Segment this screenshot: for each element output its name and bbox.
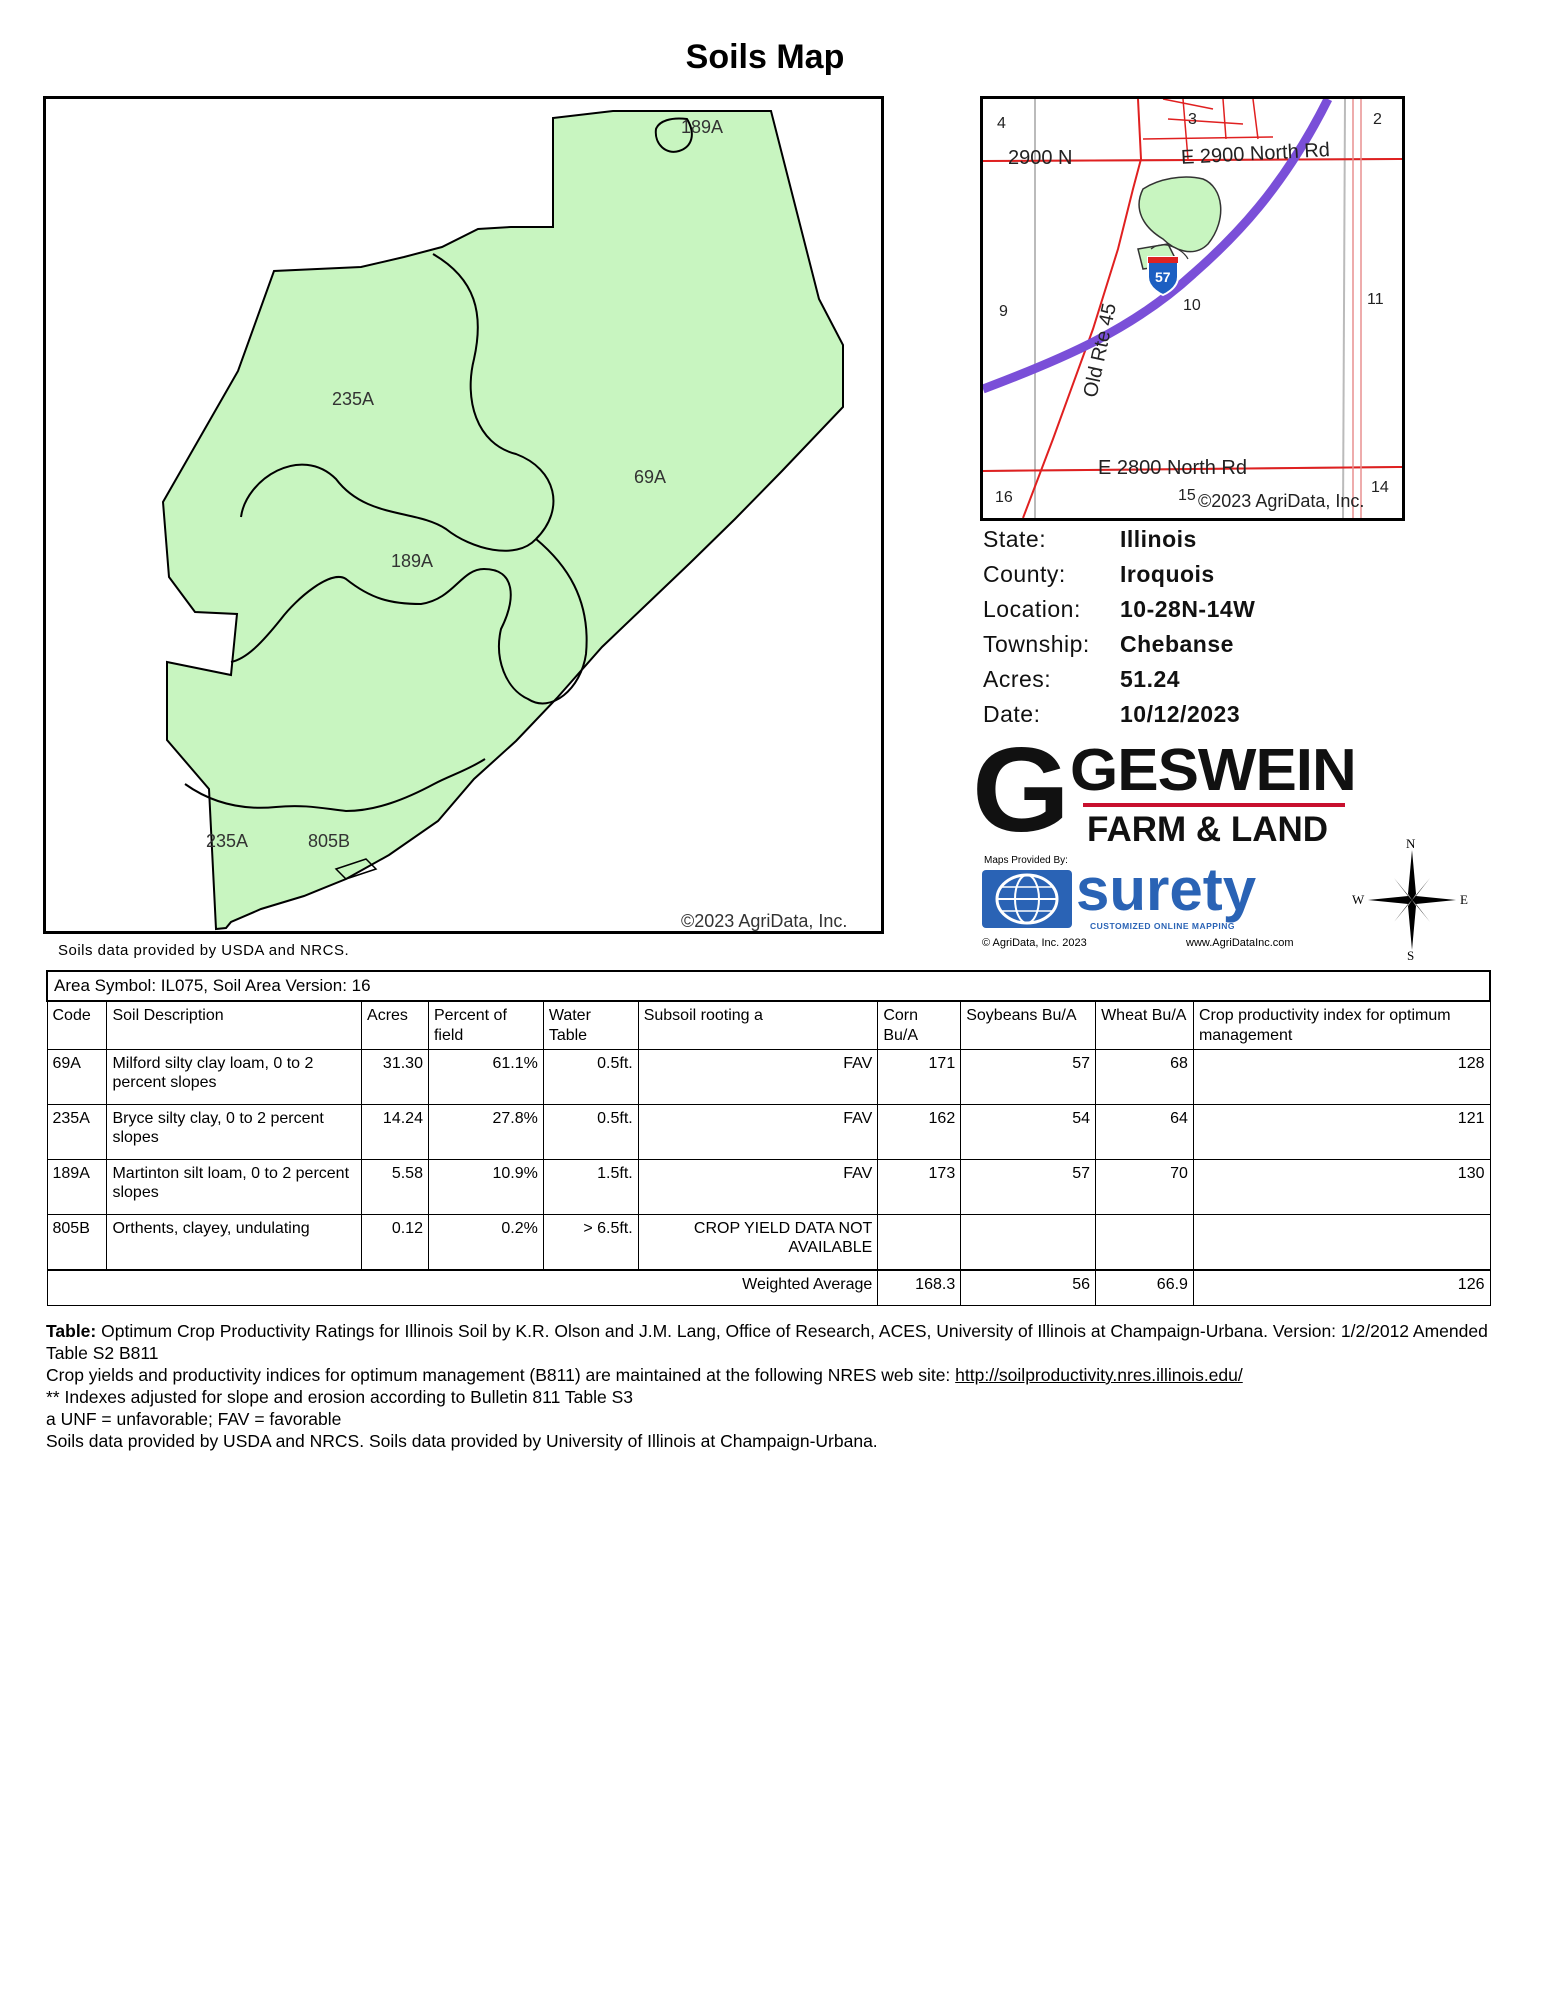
footnote-table xyxy=(46,1320,1506,1364)
section-3: 3 xyxy=(1188,111,1197,128)
logo-tagline: FARM & LAND xyxy=(1087,810,1329,849)
soil-label-235a[interactable]: 235A xyxy=(332,389,375,409)
weighted-wheat: 66.9 xyxy=(1096,1270,1194,1306)
cell-corn: 162 xyxy=(878,1104,961,1159)
cell-code: 69A xyxy=(47,1049,107,1104)
cell-wheat xyxy=(1096,1214,1194,1270)
table-row xyxy=(47,1049,1490,1104)
col-header: Wheat Bu/A xyxy=(1096,1001,1194,1049)
source-note: Soils data provided by USDA and NRCS. xyxy=(58,942,350,959)
cell-description: Milford silty clay loam, 0 to 2 percent slopes xyxy=(107,1049,362,1104)
compass-e: E xyxy=(1460,892,1468,907)
page-title: Soils Map xyxy=(685,38,845,76)
col-header: Soybeans Bu/A xyxy=(961,1001,1096,1049)
table-row xyxy=(47,1159,1490,1214)
cell-description: Orthents, clayey, undulating xyxy=(107,1214,362,1270)
weighted-average-row xyxy=(47,1270,1490,1306)
compass-n: N xyxy=(1406,836,1416,851)
cell-acres: 14.24 xyxy=(362,1104,429,1159)
cell-acres: 0.12 xyxy=(362,1214,429,1270)
cell-corn xyxy=(878,1214,961,1270)
section-14: 14 xyxy=(1371,479,1389,496)
info-acres xyxy=(983,662,1383,697)
section-2: 2 xyxy=(1373,111,1382,128)
footnotes xyxy=(46,1320,1506,1452)
cell-cpi: 121 xyxy=(1193,1104,1490,1159)
info-key: Location: xyxy=(983,596,1081,622)
cell-code: 805B xyxy=(47,1214,107,1270)
weighted-cpi: 126 xyxy=(1193,1270,1490,1306)
cell-acres: 31.30 xyxy=(362,1049,429,1104)
i57-label: 57 xyxy=(1155,269,1171,285)
info-key: State: xyxy=(983,526,1047,552)
info-value: 10-28N-14W xyxy=(1120,596,1256,622)
logo-red-rule xyxy=(1083,803,1345,807)
table-row xyxy=(47,1214,1490,1270)
info-township xyxy=(983,627,1383,662)
section-15: 15 xyxy=(1178,487,1196,504)
cell-cpi xyxy=(1193,1214,1490,1270)
cell-cpi: 128 xyxy=(1193,1049,1490,1104)
cell-code: 235A xyxy=(47,1104,107,1159)
footnote-unf-fav: a UNF = unfavorable; FAV = favorable xyxy=(46,1409,342,1429)
compass-s: S xyxy=(1407,948,1415,963)
locator-map[interactable] xyxy=(980,96,1405,521)
cell-corn: 171 xyxy=(878,1049,961,1104)
surety-name: surety xyxy=(1076,856,1257,923)
logo-g-letter: G xyxy=(972,723,1071,857)
geswein-logo xyxy=(972,723,1356,857)
info-key: Township: xyxy=(983,631,1090,657)
compass-w: W xyxy=(1352,892,1365,907)
cell-water-table: 0.5ft. xyxy=(543,1104,638,1159)
soil-label-805b[interactable]: 805B xyxy=(308,831,351,851)
soil-table xyxy=(46,970,1491,1306)
area-symbol: Area Symbol: IL075, Soil Area Version: 16 xyxy=(47,971,1490,1001)
globe-icon xyxy=(982,870,1072,928)
col-header: Water Table xyxy=(543,1001,638,1049)
col-header: Acres xyxy=(362,1001,429,1049)
cell-description: Bryce silty clay, 0 to 2 percent slopes xyxy=(107,1104,362,1159)
soil-label-235a-bottom[interactable]: 235A xyxy=(206,831,249,851)
cell-corn: 173 xyxy=(878,1159,961,1214)
info-value: 51.24 xyxy=(1120,666,1181,692)
weighted-soybeans: 56 xyxy=(961,1270,1096,1306)
cell-water-table: > 6.5ft. xyxy=(543,1214,638,1270)
col-header: Code xyxy=(47,1001,107,1049)
footnote-web-text: Crop yields and productivity indices for optimum management (B811) are maintained at the following NRES web site: xyxy=(46,1365,956,1385)
locator-copyright: ©2023 AgriData, Inc. xyxy=(1198,491,1365,511)
cell-soybeans: 57 xyxy=(961,1049,1096,1104)
surety-url: www.AgriDataInc.com xyxy=(1186,937,1294,949)
surety-logo xyxy=(980,855,1320,955)
nres-link[interactable]: http://soilproductivity.nres.illinois.edu/ xyxy=(955,1365,1243,1385)
col-header: Percent of field xyxy=(428,1001,543,1049)
weighted-corn: 168.3 xyxy=(878,1270,961,1306)
cell-cpi: 130 xyxy=(1193,1159,1490,1214)
road-2900n: 2900 N xyxy=(1008,147,1073,169)
cell-acres: 5.58 xyxy=(362,1159,429,1214)
footnote-table-text: Optimum Crop Productivity Ratings for Illinois Soil by K.R. Olson and J.M. Lang, Office of Research, ACES, University of Illinois at Champaign-Urbana. Version: 1/2/2012 Amended Table S2 B811 xyxy=(46,1321,1488,1363)
section-16: 16 xyxy=(995,489,1013,506)
soil-label-189a-mid[interactable]: 189A xyxy=(391,551,434,571)
cell-wheat: 70 xyxy=(1096,1159,1194,1214)
logo-brand: GESWEIN xyxy=(1070,737,1356,804)
table-header-row xyxy=(47,1001,1490,1049)
footnote-table-label: Table: xyxy=(46,1321,97,1341)
col-header: Crop productivity index for optimum management xyxy=(1193,1001,1490,1049)
footnote-indexes: ** Indexes adjusted for slope and erosion according to Bulletin 811 Table S3 xyxy=(46,1387,633,1407)
section-11: 11 xyxy=(1367,291,1384,308)
cell-wheat: 68 xyxy=(1096,1049,1194,1104)
surety-copyright: © AgriData, Inc. 2023 xyxy=(982,937,1087,949)
footnote-web xyxy=(46,1364,1506,1386)
cell-subsoil: FAV xyxy=(638,1049,878,1104)
cell-percent: 0.2% xyxy=(428,1214,543,1270)
cell-code: 189A xyxy=(47,1159,107,1214)
road-e2800-north-rd: E 2800 North Rd xyxy=(1098,457,1247,479)
cell-soybeans: 57 xyxy=(961,1159,1096,1214)
col-header: Subsoil rooting a xyxy=(638,1001,878,1049)
area-symbol-row xyxy=(47,971,1490,1001)
cell-percent: 10.9% xyxy=(428,1159,543,1214)
info-key: Date: xyxy=(983,701,1041,727)
field-boundary xyxy=(163,111,843,929)
soil-label-189a-top[interactable]: 189A xyxy=(681,117,724,137)
road-e2900-north-rd: E 2900 North Rd xyxy=(1180,139,1331,169)
cell-soybeans xyxy=(961,1214,1096,1270)
section-9: 9 xyxy=(999,303,1008,320)
info-value: Chebanse xyxy=(1120,631,1234,657)
info-value: Illinois xyxy=(1120,526,1197,552)
info-value: Iroquois xyxy=(1120,561,1215,587)
cell-water-table: 0.5ft. xyxy=(543,1049,638,1104)
col-header: Soil Description xyxy=(107,1001,362,1049)
info-value: 10/12/2023 xyxy=(1120,701,1241,727)
section-10: 10 xyxy=(1183,297,1201,314)
soil-map[interactable] xyxy=(43,96,884,934)
weighted-average-label: Weighted Average xyxy=(47,1270,878,1306)
cell-subsoil: FAV xyxy=(638,1104,878,1159)
map-copyright: ©2023 AgriData, Inc. xyxy=(681,911,848,931)
info-key: County: xyxy=(983,561,1066,587)
info-state xyxy=(983,522,1383,557)
info-key: Acres: xyxy=(983,666,1052,692)
section-4: 4 xyxy=(997,115,1006,132)
soil-label-69a[interactable]: 69A xyxy=(634,467,667,487)
cell-percent: 27.8% xyxy=(428,1104,543,1159)
cell-subsoil: FAV xyxy=(638,1159,878,1214)
road-old-rte-45: Old Rte 45 xyxy=(1079,301,1122,400)
compass-rose-icon xyxy=(1350,838,1470,963)
info-location xyxy=(983,592,1383,627)
property-info xyxy=(983,522,1383,732)
cell-soybeans: 54 xyxy=(961,1104,1096,1159)
footnote-soils-source: Soils data provided by USDA and NRCS. Soils data provided by University of Illinois at Champaign-Urbana. xyxy=(46,1431,878,1451)
table-row xyxy=(47,1104,1490,1159)
cell-wheat: 64 xyxy=(1096,1104,1194,1159)
cell-description: Martinton silt loam, 0 to 2 percent slopes xyxy=(107,1159,362,1214)
surety-tagline: CUSTOMIZED ONLINE MAPPING xyxy=(1090,921,1236,931)
cell-water-table: 1.5ft. xyxy=(543,1159,638,1214)
cell-percent: 61.1% xyxy=(428,1049,543,1104)
info-county xyxy=(983,557,1383,592)
col-header: Corn Bu/A xyxy=(878,1001,961,1049)
surety-provided-by: Maps Provided By: xyxy=(984,855,1068,866)
cell-subsoil: CROP YIELD DATA NOT AVAILABLE xyxy=(638,1214,878,1270)
soil-map-canvas xyxy=(46,99,881,931)
